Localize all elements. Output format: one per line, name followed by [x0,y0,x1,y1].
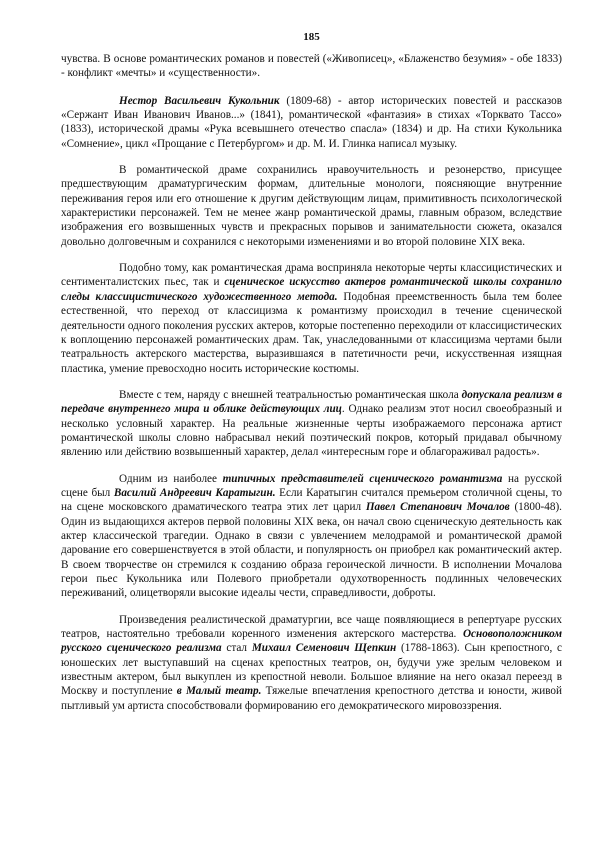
document-page [61,0,562,725]
emphasized-text: Павел Степанович Мочалов [365,501,510,514]
paragraph [61,261,562,376]
emphasized-text: Основоположником русского сценического реализма [61,628,562,655]
emphasized-text: Нестор Васильевич Кукольник [119,94,280,107]
text-run: Если Каратыгин считался премьером столичной сцены, то на сцене московского драматического театра этих лет царил [61,486,562,514]
paragraph [61,388,562,460]
text-run: чувства. В основе романтических романов и повестей («Живописец», «Блаженство безумия» - обе 1833) - конфликт «мечты» и «существенности». [61,53,562,80]
text-run: стал [221,642,252,655]
body-text [61,52,562,713]
text-run: . Однако реализм этот носил своеобразный и несколько условный характер. На реальные жизненные черты изображаемого персонажа артист романтической школы словно набрасывал некий поэтический покров, который придавал обычному явлению или действию возвышенный характер, делал «интересным горе и облагораживал радость». [61,403,562,459]
text-run: (1788-1863). Сын крепостного, с юношеских лет выступавший на сценах крепостных театров, он, будучи уже зрелым человеком и известным актером, был выкуплен из крепостной неволи. Большое влияние на него оказал переезд в Москву и поступление [61,642,562,698]
text-run: (1809-68) - автор исторических повестей и рассказов «Сержант Иван Иванович Иванов...» (1841), романтической «фантазия» в стихах «Торквато Тассо» (1833), исторической драмы «Рука всевышнего отечество спасла» (1834) и др. На стихи Кукольника «Сомнение», цикл «Прощание с Петербургом» и др. М. И. Глинка написал музыку. [61,94,562,150]
emphasized-text: допускала реализм в передаче внутреннего мира и облике действующих лиц [61,388,562,416]
emphasized-text: сценическое искусство актеров романтической школы сохранило следы классицистического художественного метода. [61,276,563,303]
text-run: В романтической драме сохранились нравоучительность и резонерство, присущее предшествующим драматургическим формам, длительные монологи, поясняющие внутренние переживания героя или его отношение к другим действующим лицам, примитивность психологической характеристики персонажей. Тем не менее жанр романтической драмы, главным образом, вследствие изображения его возвышенных чувств и прекрасных порывов и занимательности сюжета, оказался довольно долговечным и сохранился с некоторыми изменениями и во второй половине XIX века. [61,164,562,248]
paragraph [61,52,562,81]
emphasized-text: в Малый театр. [176,685,262,698]
emphasized-text: Михаил Семенович Щепкин [251,642,397,655]
paragraph [61,472,562,601]
emphasized-text: Василий Андреевич Каратыгин. [113,486,276,499]
paragraph [61,94,562,151]
paragraph [61,163,562,249]
emphasized-text: типичных представителей сценического романтизма [222,472,503,485]
page-number: 185 [303,31,320,43]
paragraph [61,613,562,713]
text-run: Произведения реалистической драматургии, все чаще появляющиеся в репертуаре русских театров, настоятельно требовали коренного изменения актерского мастерства. [61,613,562,641]
text-run: Подобно тому, как романтическая драма восприняла некоторые черты классицистических и сентименталистских пьес, так и [61,262,562,289]
text-run: Тяжелые впечатления крепостного детства и юности, живой пытливый ум артиста способствовали формированию его демократического мировоззрения. [61,685,562,712]
text-run: (1800-48). Один из выдающихся актеров первой половины XIX века, он начал свою сценическую деятельность как актер классической трагедии. Однако в связи с увлечением мелодрамой и романтической драмой дарование его совершенствуется в этой области, и популярность он приобрел как романтический актер. В своем творчестве он стремился к созданию образа героической личности. В исполнении Мочалова герои пьес Кукольника или Полевого приобретали одухотворенность подлинных человеческих переживаний, олицетворяли высокие идеалы чести, справедливости, доброты. [61,501,562,600]
text-run: на русской сцене был [61,472,562,499]
text-run: Подобная преемственность была тем более естественной, что переход от классицизма к романтизму происходил в течение сценической деятельности одного поколения русских актеров, которые постепенно переходили от классицистических к воплощению персонажей романтических драм. Так, унаследованными от классицизма чертами были театральность актерского мастерства, выразившаяся в патетичности речи, искусственная изящная пластика, умение превосходно носить исторические костюмы. [61,290,563,375]
text-run: Вместе с тем, наряду с внешней театральностью романтическая школа [119,388,462,401]
text-run: Одним из наиболее [119,472,223,485]
